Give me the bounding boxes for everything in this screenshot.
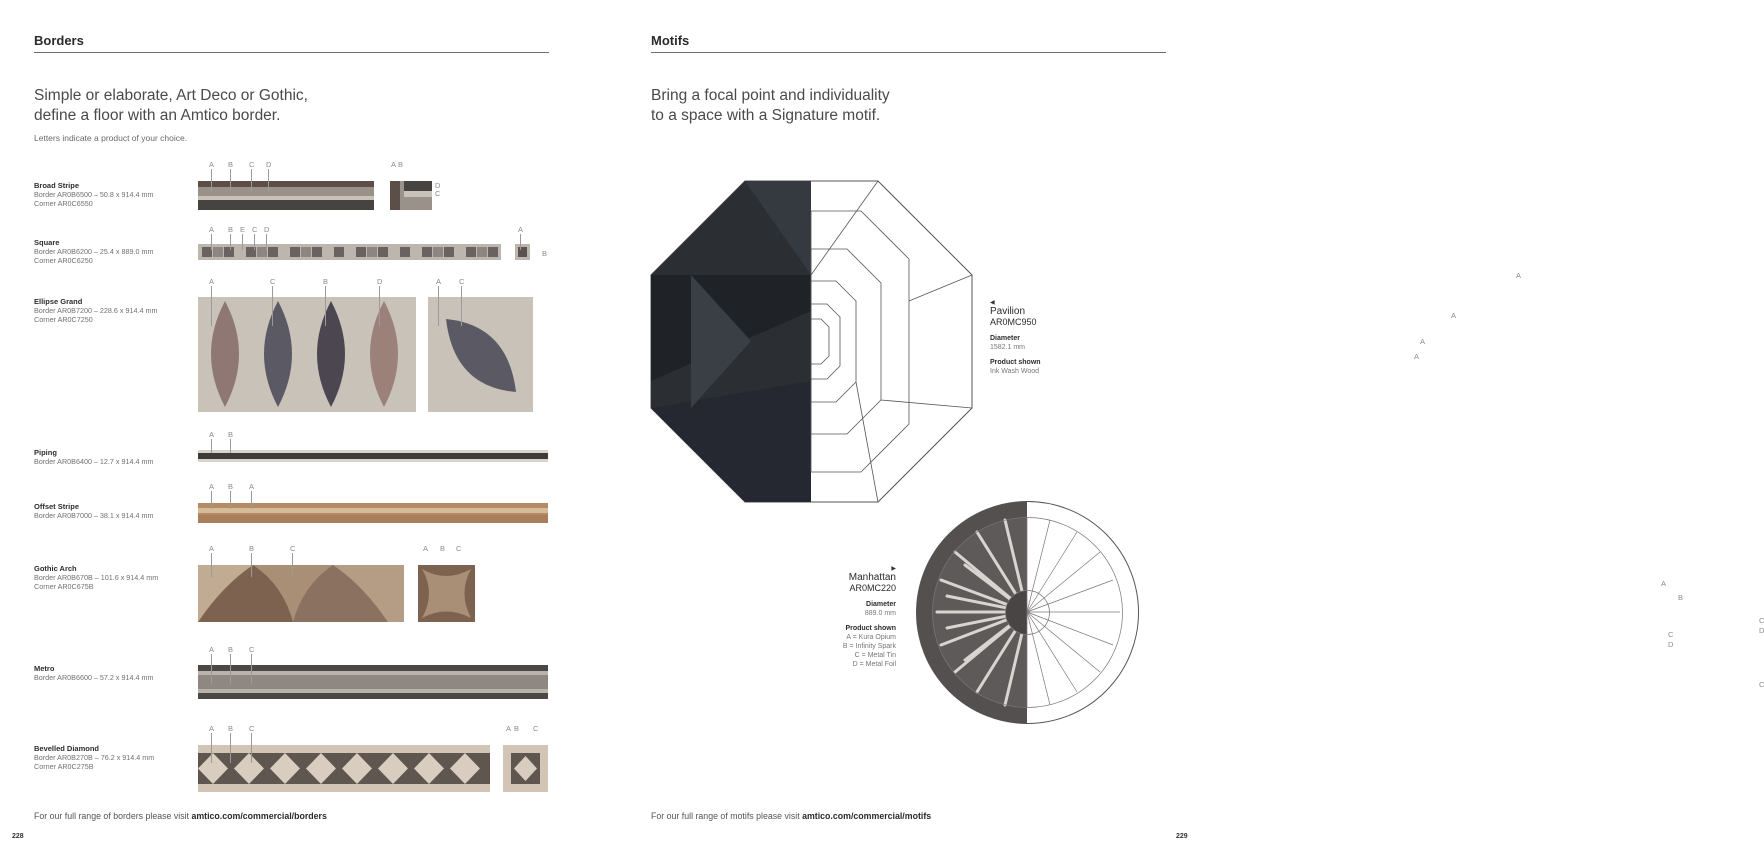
gothic-arch-swatch — [198, 565, 404, 622]
item-name: Metro — [34, 664, 55, 673]
item-name: Square — [34, 238, 60, 247]
callout-letter: A — [423, 544, 429, 553]
item-offset-stripe — [34, 502, 184, 520]
diameter-value: 1582.1 mm — [990, 344, 1026, 351]
item-corner-spec: Corner AR0C7250 — [34, 315, 93, 324]
pavilion-label — [990, 299, 1080, 376]
callout-line — [251, 553, 252, 577]
callout-letter: A — [209, 544, 215, 553]
callout-line — [272, 286, 273, 326]
callout-line — [211, 491, 212, 509]
ellipse-grand-swatch — [198, 297, 416, 412]
callout-letter: C — [249, 724, 255, 733]
callout-letter: B — [228, 160, 234, 169]
motifs-headline — [651, 86, 890, 126]
product-label: Product shown — [845, 625, 896, 632]
page-number: 228 — [12, 833, 24, 840]
product-value: D = Metal Foil — [852, 661, 896, 668]
item-border-spec: Border AR0B6200 – 25.4 x 889.0 mm — [34, 247, 154, 256]
callout-line — [292, 553, 293, 577]
section-title: Borders — [34, 33, 84, 48]
callout-letter: A — [518, 225, 524, 234]
pavilion-motif — [651, 181, 972, 502]
callout-letter: B — [228, 724, 234, 733]
product-value: B = Infinity Spark — [842, 643, 896, 650]
callout-letter: A — [1451, 311, 1457, 320]
diameter-value: 889.0 mm — [864, 610, 896, 617]
callout-letter: C — [533, 724, 539, 733]
callout-letter: A — [209, 277, 215, 286]
borders-page — [0, 0, 600, 854]
callout-letter: C — [290, 544, 296, 553]
callout-letter: C — [1759, 616, 1764, 625]
headline-line-2: to a space with a Signature motif. — [651, 107, 881, 124]
broad-stripe-corner — [390, 181, 432, 210]
callout-line — [254, 234, 255, 250]
page-number: 229 — [1176, 833, 1188, 840]
motif-code: AR0MC220 — [849, 583, 896, 593]
callout-line — [211, 169, 212, 191]
callout-letter: B — [228, 645, 234, 654]
manhattan-motif — [915, 500, 1140, 725]
item-border-spec: Border AR0B7000 – 38.1 x 914.4 mm — [34, 511, 154, 520]
callout-letter: D — [266, 160, 272, 169]
square-swatch — [198, 244, 501, 260]
item-border-spec: Border AR0B7200 – 228.6 x 914.4 mm — [34, 306, 158, 315]
callout-letter: E — [240, 225, 246, 234]
title-rule — [34, 52, 549, 53]
square-corner — [515, 244, 530, 260]
callout-line — [211, 234, 212, 250]
motif-name: Pavilion — [990, 306, 1026, 317]
item-name: Ellipse Grand — [34, 297, 83, 306]
item-piping — [34, 448, 184, 466]
item-name: Piping — [34, 448, 57, 457]
callout-line — [230, 169, 231, 191]
headline-line-1: Bring a focal point and individuality — [651, 87, 890, 104]
callout-line — [242, 234, 243, 250]
callout-letter: C — [249, 645, 255, 654]
item-corner-spec: Corner AR0C6550 — [34, 199, 93, 208]
ellipse-grand-corner — [428, 297, 533, 412]
callout-letter: B — [542, 249, 548, 258]
callout-letter: A — [249, 482, 255, 491]
callout-letter: A — [1414, 352, 1420, 361]
callout-letter: B — [1678, 593, 1684, 602]
callout-letter: B — [398, 160, 404, 169]
item-ellipse-grand — [34, 297, 184, 324]
letters-note: Letters indicate a product of your choice. — [34, 133, 188, 143]
motif-name: Manhattan — [848, 572, 896, 583]
headline-line-2: define a floor with an Amtico border. — [34, 107, 281, 124]
diameter-label: Diameter — [866, 601, 896, 608]
callout-letter: C — [270, 277, 276, 286]
item-broad-stripe — [34, 181, 184, 208]
broad-stripe-swatch — [198, 181, 374, 210]
item-border-spec: Border AR0B6600 – 57.2 x 914.4 mm — [34, 673, 154, 682]
manhattan-label — [800, 565, 896, 669]
callout-letter: A — [209, 430, 215, 439]
callout-line — [230, 654, 231, 684]
pointer-left-icon: ◀ — [990, 300, 995, 306]
callout-letter: C — [252, 225, 258, 234]
callout-letter: C — [1668, 630, 1674, 639]
item-border-spec: Border AR0B6400 – 12.7 x 914.4 mm — [34, 457, 154, 466]
borders-headline — [34, 86, 308, 126]
bevelled-diamond-swatch — [198, 745, 490, 792]
item-metro — [34, 664, 184, 682]
item-corner-spec: Corner AR0C6250 — [34, 256, 93, 265]
callout-line — [230, 439, 231, 453]
callout-letter: B — [249, 544, 255, 553]
product-value: A = Kura Opium — [846, 634, 896, 641]
item-name: Broad Stripe — [34, 181, 80, 190]
bevelled-diamond-corner — [503, 745, 548, 792]
callout-line — [230, 491, 231, 509]
section-title: Motifs — [651, 33, 690, 48]
callout-line — [266, 234, 267, 250]
piping-swatch — [198, 450, 548, 462]
callout-line — [230, 234, 231, 250]
callout-letter: A — [209, 482, 215, 491]
callout-letter: A — [1661, 579, 1667, 588]
diameter-label: Diameter — [990, 335, 1020, 342]
callout-letter: C — [249, 160, 255, 169]
callout-letter: B — [514, 724, 520, 733]
callout-letter: A — [1516, 271, 1522, 280]
callout-letter: C — [459, 277, 465, 286]
callout-line — [461, 286, 462, 326]
motifs-page — [600, 0, 1764, 854]
footer-text: For our full range of borders please visit — [34, 811, 192, 821]
callout-line — [211, 286, 212, 326]
motif-code: AR0MC950 — [990, 317, 1037, 327]
product-value: Ink Wash Wood — [990, 368, 1040, 375]
item-border-spec: Border AR0B270B – 76.2 x 914.4 mm — [34, 753, 155, 762]
item-border-spec: Border AR0B670B – 101.6 x 914.4 mm — [34, 573, 159, 582]
headline-line-1: Simple or elaborate, Art Deco or Gothic, — [34, 87, 308, 104]
callout-line — [325, 286, 326, 326]
callout-letter: C — [456, 544, 462, 553]
item-bevelled-diamond — [34, 744, 184, 771]
callout-line — [251, 654, 252, 684]
footer-text: For our full range of motifs please visit — [651, 811, 803, 821]
product-label: Product shown — [990, 359, 1041, 366]
item-gothic-arch — [34, 564, 184, 591]
item-name: Gothic Arch — [34, 564, 77, 573]
callout-line — [379, 286, 380, 326]
callout-line — [268, 169, 269, 191]
callout-line — [230, 733, 231, 763]
callout-line — [251, 733, 252, 763]
product-value: C = Metal Tin — [854, 652, 896, 659]
callout-line — [211, 439, 212, 453]
pointer-right-icon: ▶ — [891, 566, 896, 572]
callout-line — [211, 733, 212, 763]
callout-line — [438, 286, 439, 326]
callout-line — [251, 169, 252, 191]
item-name: Bevelled Diamond — [34, 744, 100, 753]
callout-line — [251, 491, 252, 509]
callout-letter: C — [435, 189, 441, 198]
callout-letter: B — [228, 430, 234, 439]
borders-link[interactable]: amtico.com/commercial/borders — [191, 811, 327, 821]
item-corner-spec: Corner AR0C675B — [34, 582, 94, 591]
callout-line — [211, 553, 212, 577]
item-square — [34, 238, 184, 265]
borders-footer — [34, 811, 327, 821]
callout-letter: A — [1420, 337, 1426, 346]
callout-letter: A — [436, 277, 442, 286]
callout-letter: D — [377, 277, 383, 286]
item-border-spec: Border AR0B6500 – 50.8 x 914.4 mm — [34, 190, 154, 199]
motifs-footer — [651, 811, 931, 821]
callout-letter: A — [506, 724, 512, 733]
callout-letter: D — [435, 181, 441, 190]
callout-line — [211, 654, 212, 684]
callout-letter: B — [228, 482, 234, 491]
callout-letter: A — [209, 225, 215, 234]
motifs-link[interactable]: amtico.com/commercial/motifs — [802, 811, 932, 821]
callout-line — [520, 234, 521, 250]
callout-letter: A — [391, 160, 397, 169]
callout-letter: B — [228, 225, 234, 234]
callout-letter: D — [264, 225, 270, 234]
item-name: Offset Stripe — [34, 502, 80, 511]
callout-letter: A — [209, 645, 215, 654]
callout-letter: A — [209, 724, 215, 733]
callout-letter: A — [209, 160, 215, 169]
callout-letter: D — [1668, 640, 1674, 649]
callout-letter: D — [1759, 626, 1764, 635]
title-rule — [651, 52, 1166, 53]
callout-letter: B — [440, 544, 446, 553]
item-corner-spec: Corner AR0C275B — [34, 762, 94, 771]
callout-letter: C — [1759, 680, 1764, 689]
callout-letter: B — [323, 277, 329, 286]
gothic-arch-corner — [418, 565, 475, 622]
